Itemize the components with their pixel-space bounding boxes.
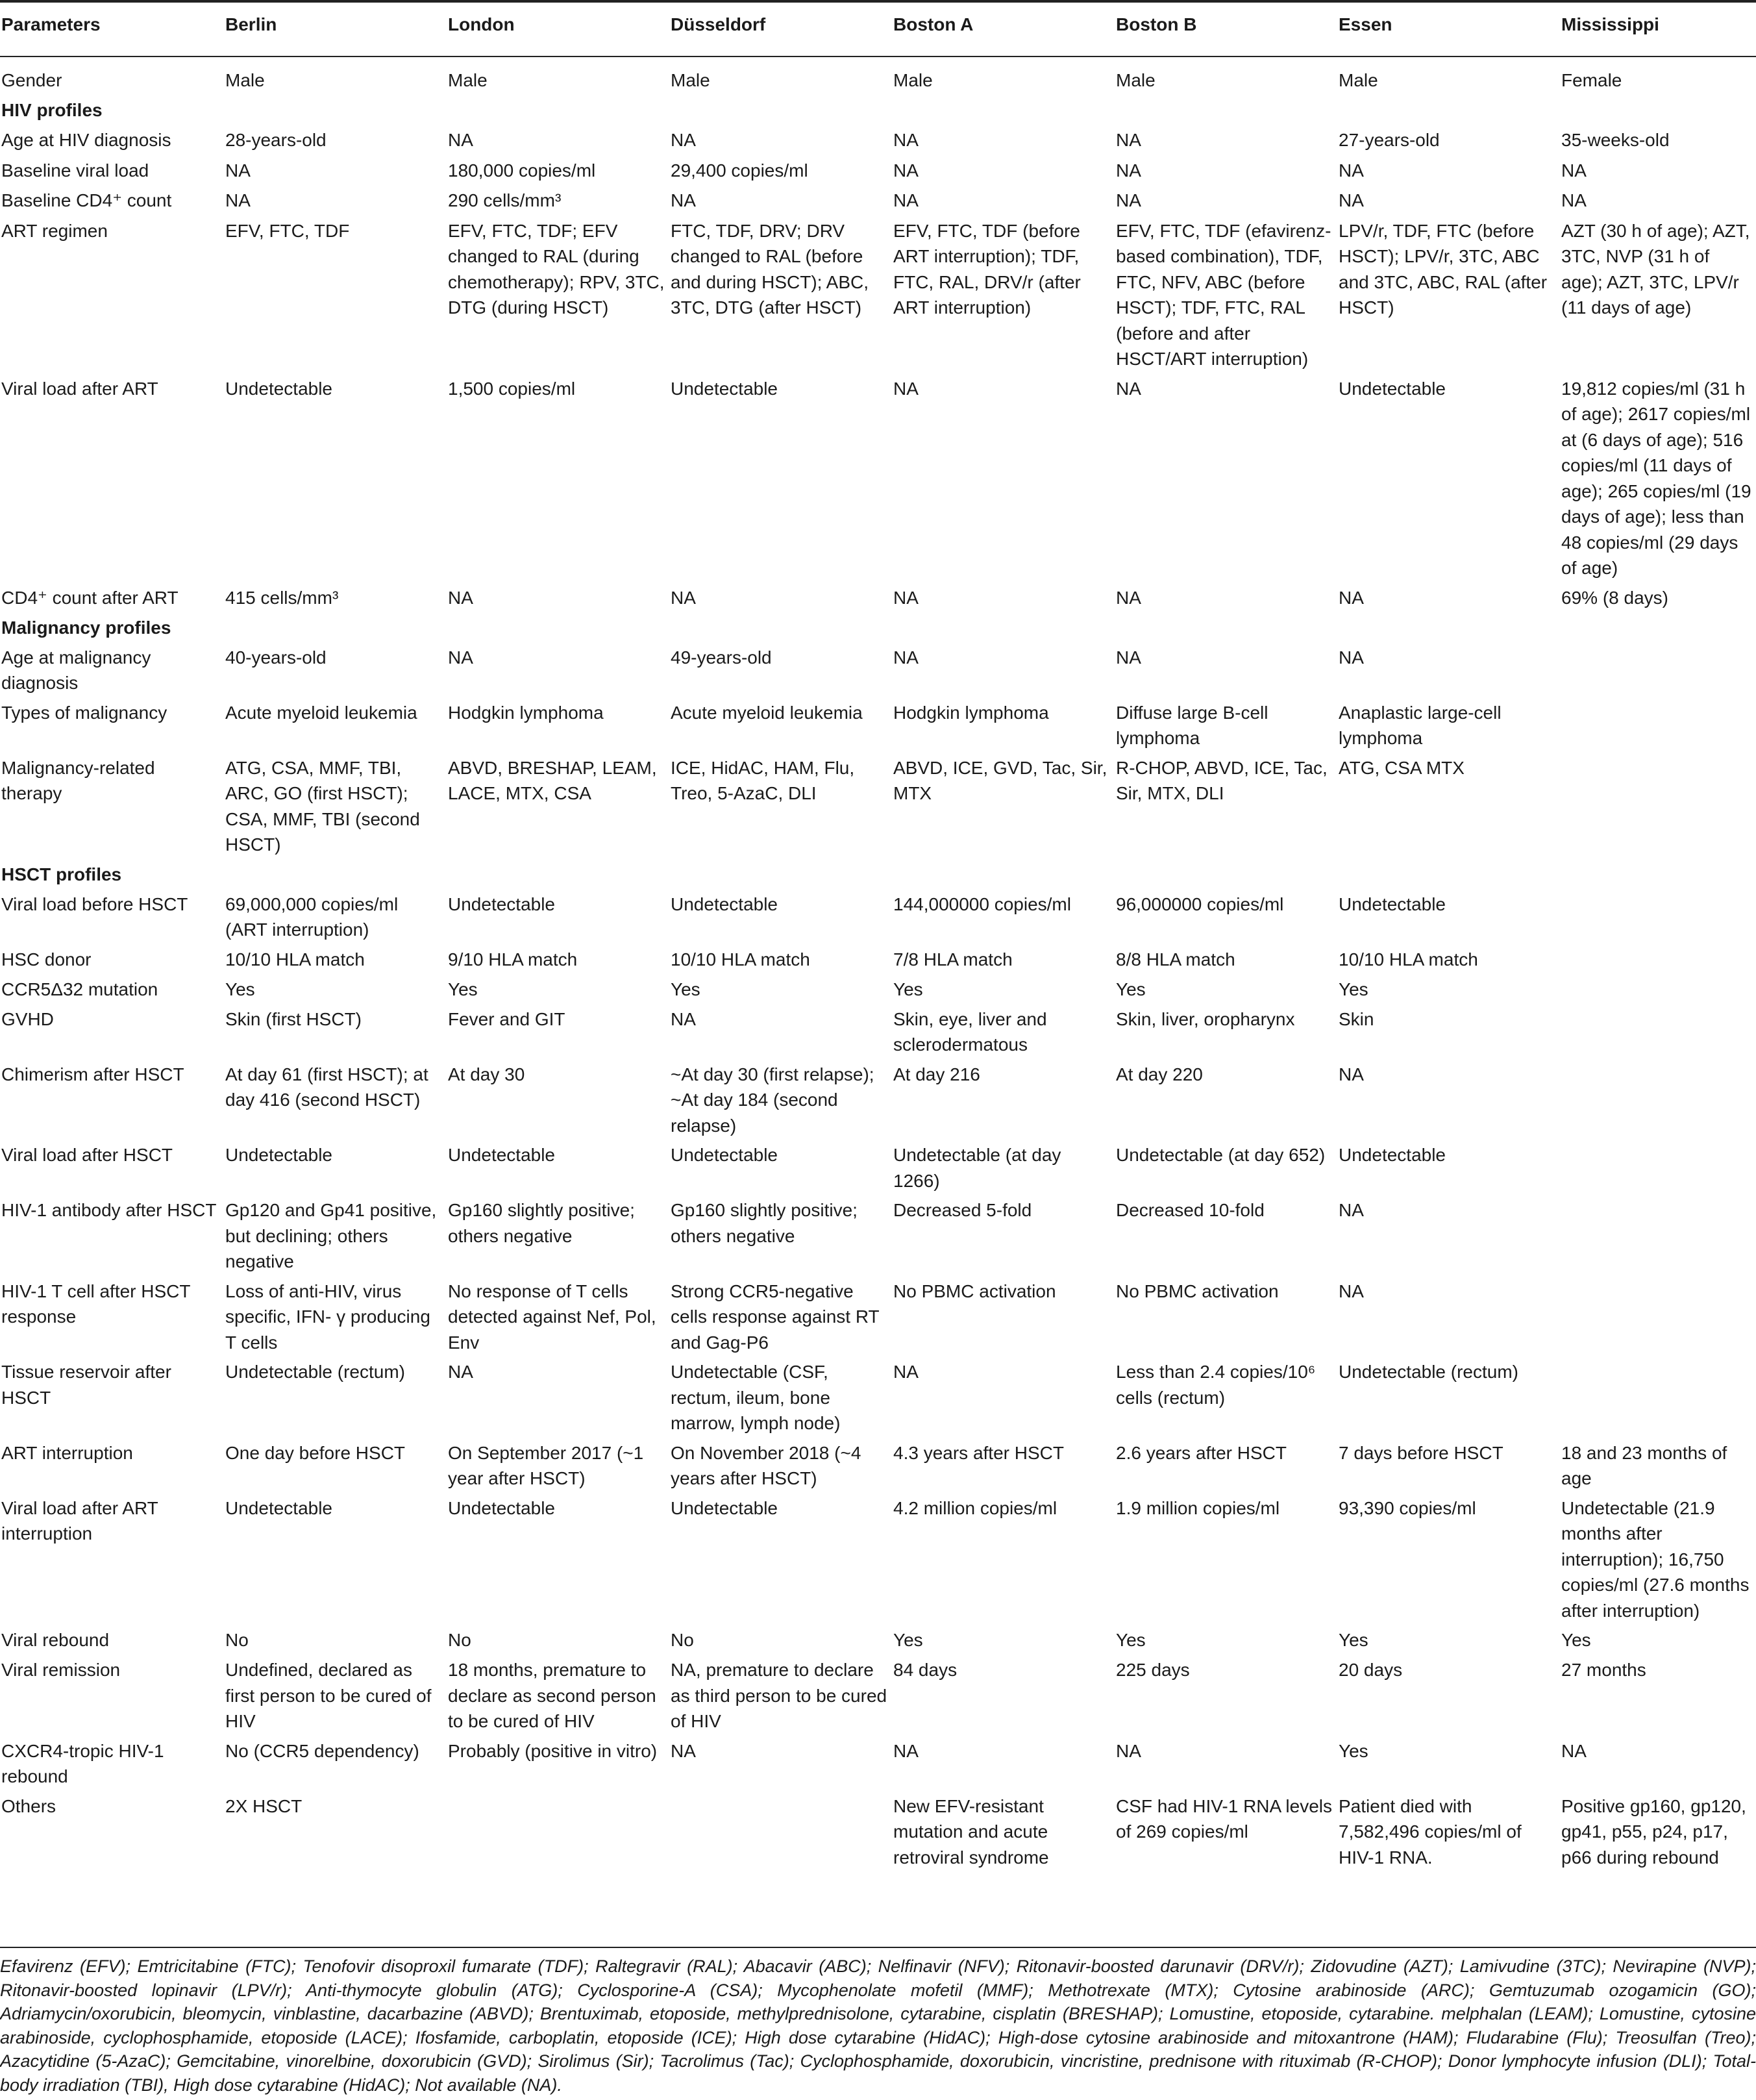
value-cell: Skin (first HSCT) (225, 1008, 362, 1029)
value-cell (1560, 1141, 1756, 1196)
value-cell: 2.6 years after HSCT (1116, 1442, 1287, 1463)
value-cell: Hodgkin lymphoma (893, 702, 1049, 723)
value-cell: Gp120 and Gp41 positive, but declining; others negative (225, 1200, 437, 1271)
value-cell: Male (671, 70, 710, 90)
value-cell: Yes (1561, 1630, 1591, 1650)
value-cell: 144,000000 copies/ml (893, 894, 1071, 914)
value-cell: NA (893, 378, 919, 399)
value-cell: Fever and GIT (448, 1008, 565, 1029)
value-cell: EFV, FTC, TDF; EFV changed to RAL (during chemotherapy); RPV, 3TC, DTG (during HSCT) (448, 220, 665, 318)
value-cell: NA (448, 587, 473, 608)
value-cell: NA (1339, 190, 1364, 210)
value-cell: NA (448, 1362, 473, 1382)
value-cell: NA (1116, 129, 1141, 150)
value-cell: Diffuse large B-cell lymphoma (1116, 702, 1268, 748)
value-cell: Undetectable (at day 1266) (893, 1145, 1061, 1191)
value-cell: Gp160 slightly positive; others negative (448, 1200, 635, 1246)
value-cell (1560, 945, 1756, 975)
value-cell: NA (671, 587, 696, 608)
table-row (0, 1626, 1756, 1656)
table-row (0, 1792, 1756, 1873)
header-london: London (447, 1, 669, 56)
value-cell: Undetectable (at day 652) (1116, 1145, 1326, 1165)
value-cell: 9/10 HLA match (448, 949, 578, 969)
value-cell: Undetectable (225, 1145, 333, 1165)
value-cell: NA (448, 129, 473, 150)
value-cell: NA (225, 190, 251, 210)
parameter-cell: ART regimen (1, 220, 108, 241)
value-cell: 7/8 HLA match (893, 949, 1013, 969)
table-row (0, 375, 1756, 584)
value-cell: NA (1116, 647, 1141, 668)
parameter-cell: Viral remission (1, 1660, 121, 1680)
value-cell (1560, 1196, 1756, 1277)
value-cell: Undetectable (1339, 894, 1446, 914)
table-row (0, 1656, 1756, 1737)
value-cell: NA (1561, 160, 1587, 181)
value-cell: 225 days (1116, 1660, 1190, 1680)
value-cell: At day 220 (1116, 1064, 1203, 1084)
value-cell: ICE, HidAC, HAM, Flu, Treo, 5-AzaC, DLI (671, 757, 855, 803)
value-cell: R-CHOP, ABVD, ICE, Tac, Sir, MTX, DLI (1116, 757, 1328, 803)
value-cell: At day 216 (893, 1064, 980, 1084)
value-cell: Female (1561, 70, 1622, 90)
value-cell: NA, premature to declare as third person to be cured of HIV (671, 1660, 887, 1731)
value-cell (1560, 890, 1756, 945)
value-cell: 1,500 copies/ml (448, 378, 576, 399)
table-row (0, 1060, 1756, 1142)
table-row (0, 975, 1756, 1005)
section-row (0, 614, 1756, 644)
table-row (0, 1005, 1756, 1060)
value-cell: NA (1561, 190, 1587, 210)
value-cell: NA (448, 647, 473, 668)
value-cell: No response of T cells detected against Nef, Pol, Env (448, 1281, 656, 1353)
value-cell: 84 days (893, 1660, 958, 1680)
table-row (0, 126, 1756, 156)
parameter-cell: Baseline viral load (1, 160, 149, 181)
value-cell (1560, 754, 1756, 860)
header-dusseldorf: Düsseldorf (669, 1, 892, 56)
value-cell: Patient died with 7,582,496 copies/ml of HIV-1 RNA. (1339, 1795, 1522, 1868)
value-cell: No (225, 1630, 249, 1650)
value-cell: NA (1339, 1200, 1364, 1220)
value-cell: NA (1116, 160, 1141, 181)
value-cell: 2X HSCT (225, 1795, 303, 1816)
value-cell: Acute myeloid leukemia (225, 702, 417, 723)
value-cell: No (671, 1630, 694, 1650)
section-heading: HIV profiles (1, 99, 103, 120)
value-cell: NA (1339, 1281, 1364, 1301)
value-cell: Male (893, 70, 933, 90)
value-cell: Undetectable (rectum) (225, 1362, 406, 1382)
value-cell: Yes (1339, 1740, 1368, 1761)
value-cell: Hodgkin lymphoma (448, 702, 604, 723)
value-cell: Yes (1116, 979, 1146, 999)
header-boston-b: Boston B (1115, 1, 1337, 56)
value-cell: Undetectable (448, 1145, 556, 1165)
value-cell: No (CCR5 dependency) (225, 1740, 419, 1761)
value-cell: Undetectable (21.9 months after interruption); 16,750 copies/ml (27.6 months after interruption) (1561, 1497, 1750, 1621)
value-cell: ATG, CSA, MMF, TBI, ARC, GO (first HSCT); CSA, MMF, TBI (second HSCT) (225, 757, 420, 855)
table-row (0, 1358, 1756, 1439)
value-cell (1560, 1358, 1756, 1439)
value-cell: NA (1116, 190, 1141, 210)
value-cell: 18 months, premature to declare as second person to be cured of HIV (448, 1660, 656, 1731)
table-row (0, 1196, 1756, 1277)
value-cell: Skin (1339, 1008, 1374, 1029)
value-cell: NA (671, 1740, 696, 1761)
value-cell (447, 1792, 669, 1873)
value-cell: Acute myeloid leukemia (671, 702, 863, 723)
value-cell: Undetectable (rectum) (1339, 1362, 1519, 1382)
value-cell: NA (893, 129, 919, 150)
table-row (0, 584, 1756, 614)
value-cell: Strong CCR5-negative cells response against RT and Gag-P6 (671, 1281, 880, 1353)
value-cell: Male (448, 70, 488, 90)
value-cell: NA (893, 190, 919, 210)
section-row (0, 860, 1756, 890)
parameter-cell: Malignancy-related therapy (1, 757, 155, 803)
value-cell: NA (1116, 378, 1141, 399)
value-cell: No PBMC activation (1116, 1281, 1279, 1301)
parameter-cell: Baseline CD4⁺ count (1, 190, 172, 210)
value-cell: On November 2018 (~4 years after HSCT) (671, 1442, 861, 1488)
value-cell: Yes (1339, 1630, 1368, 1650)
value-cell: 69% (8 days) (1561, 587, 1668, 608)
value-cell: Undetectable (1339, 378, 1446, 399)
parameter-cell: CXCR4-tropic HIV-1 rebound (1, 1740, 164, 1786)
value-cell: 18 and 23 months of age (1561, 1442, 1727, 1488)
value-cell: Yes (893, 979, 923, 999)
value-cell: ABVD, BRESHAP, LEAM, LACE, MTX, CSA (448, 757, 657, 803)
value-cell (1560, 644, 1756, 699)
table-row (0, 890, 1756, 945)
value-cell: Undetectable (CSF, rectum, ileum, bone marrow, lymph node) (671, 1362, 841, 1433)
value-cell: 20 days (1339, 1660, 1403, 1680)
value-cell: Gp160 slightly positive; others negative (671, 1200, 858, 1246)
value-cell: Decreased 5-fold (893, 1200, 1032, 1220)
value-cell: Probably (positive in vitro) (448, 1740, 658, 1761)
value-cell: AZT (30 h of age); AZT, 3TC, NVP (31 h of age); AZT, 3TC, LPV/r (11 days of age) (1561, 220, 1750, 318)
value-cell: 290 cells/mm³ (448, 190, 562, 210)
value-cell: Yes (448, 979, 478, 999)
value-cell: Undetectable (1339, 1145, 1446, 1165)
value-cell: 69,000,000 copies/ml (ART interruption) (225, 894, 399, 940)
value-cell: NA (893, 160, 919, 181)
parameter-cell: Viral load after HSCT (1, 1145, 173, 1165)
value-cell: Loss of anti-HIV, virus specific, IFN- γ producing T cells (225, 1281, 430, 1353)
value-cell: No (448, 1630, 471, 1650)
section-heading: HSCT profiles (1, 864, 122, 884)
header-row (0, 1, 1756, 56)
value-cell (1560, 1277, 1756, 1358)
table-row (0, 156, 1756, 186)
value-cell: NA (893, 1362, 919, 1382)
parameter-cell: CD4⁺ count after ART (1, 587, 179, 608)
header-boston-a: Boston A (892, 1, 1115, 56)
value-cell: Yes (671, 979, 700, 999)
header-essen: Essen (1337, 1, 1560, 56)
table-row (0, 754, 1756, 860)
parameter-cell: HIV-1 T cell after HSCT response (1, 1281, 190, 1327)
value-cell: NA (1116, 587, 1141, 608)
value-cell: 49-years-old (671, 647, 772, 668)
table-row (0, 1141, 1756, 1196)
table-row (0, 56, 1756, 96)
value-cell: 1.9 million copies/ml (1116, 1497, 1280, 1518)
value-cell: NA (225, 160, 251, 181)
value-cell: Yes (1116, 1630, 1146, 1650)
value-cell: NA (671, 1008, 696, 1029)
table-body (0, 56, 1756, 1873)
value-cell: EFV, FTC, TDF (efavirenz-based combination), TDF, FTC, NFV, ABC (before HSCT); TDF, FTC, RAL (before and after HSCT/ART interruption) (1116, 220, 1331, 369)
value-cell (669, 1792, 892, 1873)
value-cell: 10/10 HLA match (225, 949, 365, 969)
value-cell: Undefined, declared as first person to be cured of HIV (225, 1660, 432, 1731)
value-cell (1560, 975, 1756, 1005)
value-cell: NA (1116, 1740, 1141, 1761)
value-cell: Undetectable (671, 378, 778, 399)
table-row (0, 1737, 1756, 1792)
parameter-cell: CCR5Δ32 mutation (1, 979, 158, 999)
value-cell: Male (225, 70, 265, 90)
value-cell: Skin, liver, oropharynx (1116, 1008, 1295, 1029)
value-cell: Skin, eye, liver and sclerodermatous (893, 1008, 1047, 1055)
value-cell: NA (1339, 160, 1364, 181)
section-row (0, 96, 1756, 126)
value-cell: 19,812 copies/ml (31 h of age); 2617 copies/ml at (6 days of age); 516 copies/ml (11 days of age); 265 copies/ml (19 days of age); less than 48 copies/ml (29 days of age) (1561, 378, 1751, 578)
value-cell: One day before HSCT (225, 1442, 406, 1463)
parameter-cell: ART interruption (1, 1442, 133, 1463)
value-cell: No PBMC activation (893, 1281, 1056, 1301)
value-cell: 10/10 HLA match (1339, 949, 1478, 969)
parameter-cell: HIV-1 antibody after HSCT (1, 1200, 217, 1220)
value-cell: 40-years-old (225, 647, 327, 668)
value-cell: 93,390 copies/ml (1339, 1497, 1476, 1518)
value-cell: Decreased 10-fold (1116, 1200, 1265, 1220)
value-cell: 415 cells/mm³ (225, 587, 339, 608)
value-cell: 4.2 million copies/ml (893, 1497, 1057, 1518)
value-cell: LPV/r, TDF, FTC (before HSCT); LPV/r, 3TC, ABC and 3TC, ABC, RAL (after HSCT) (1339, 220, 1548, 318)
parameter-cell: Viral load after ART (1, 378, 158, 399)
header-parameters: Parameters (0, 1, 224, 56)
value-cell: ABVD, ICE, GVD, Tac, Sir, MTX (893, 757, 1107, 803)
value-cell (1560, 1005, 1756, 1060)
table-row (0, 699, 1756, 754)
value-cell: NA (893, 1740, 919, 1761)
table-row (0, 945, 1756, 975)
value-cell: 27 months (1561, 1660, 1646, 1680)
value-cell: EFV, FTC, TDF (before ART interruption); TDF, FTC, RAL, DRV/r (after ART interruption) (893, 220, 1081, 318)
parameter-cell: Types of malignancy (1, 702, 167, 723)
parameter-cell: GVHD (1, 1008, 54, 1029)
value-cell: ATG, CSA MTX (1339, 757, 1465, 778)
table-row (0, 186, 1756, 217)
value-cell: New EFV-resistant mutation and acute retroviral syndrome (893, 1795, 1049, 1868)
value-cell: EFV, FTC, TDF (225, 220, 350, 241)
value-cell: Undetectable (225, 1497, 333, 1518)
value-cell: 35-weeks-old (1561, 129, 1670, 150)
footnote-text: Efavirenz (EFV); Emtricitabine (FTC); Tenofovir disoproxil fumarate (TDF); Raltegravir (RAL); Abacavir (ABC); Nelfinavir (NFV); Ritonavir-boosted darunavir (DRV/r); Zidovudine (AZT); Lamivudine (3TC); Nevirapine (NVP); Ritonavir-boosted lopinavir (LPV/r); Anti-thymocyte globulin (ATG); Cyclosporine-A (CSA); Mycophenolate mofetil (MMF); Methotrexate (MTX); Cytosine arabinoside (ARC); Gemtuzumab ozogamicin (GO); Adriamycin/oxorubicin, bleomycin, vinblastine, dacarbazine (ABVD); Brentuximab, etoposide, methylprednisolone, cytarabine, cisplatin (BRESHAP); Lomustine, etoposide, cytarabine. melphalan (LEAM); Lomustine, cytosine arabinoside, cyclophosphamide, etoposide (LACE); Ifosfamide, carboplatin, etoposide (ICE); High dose cytarabine (HidAC); High-dose cytosine arabinoside and mitoxantrone (HAM); Fludarabine (Flu); Treosulfan (Treo); Azacytidine (5-AzaC); Gemcitabine, vinorelbine, doxorubicin (GVD); Sirolimus (Sir); Tacrolimus (Tac); Cyclophosphamide, doxorubicin, vincristine, prednisone with rituximab (R-CHOP); Donor lymphocyte infusion (DLI); Total-body irradiation (TBI), High dose cytarabine (HidAC); Not available (NA). (0, 1956, 1756, 2095)
table-row (0, 1439, 1756, 1494)
parameter-cell: Chimerism after HSCT (1, 1064, 184, 1084)
value-cell: Undetectable (671, 894, 778, 914)
value-cell: Undetectable (448, 894, 556, 914)
value-cell: NA (671, 190, 696, 210)
parameter-cell: Others (1, 1795, 56, 1816)
section-heading: Malignancy profiles (1, 617, 171, 638)
value-cell: Male (1116, 70, 1156, 90)
value-cell: NA (1561, 1740, 1587, 1761)
parameter-cell: Age at HIV diagnosis (1, 129, 171, 150)
value-cell (1560, 699, 1756, 754)
value-cell: Yes (225, 979, 255, 999)
value-cell: Undetectable (225, 378, 333, 399)
value-cell: NA (1339, 587, 1364, 608)
value-cell: FTC, TDF, DRV; DRV changed to RAL (before and during HSCT); ABC, 3TC, DTG (after HSCT) (671, 220, 869, 318)
value-cell: Less than 2.4 copies/10⁶ cells (rectum) (1116, 1362, 1316, 1408)
value-cell: Undetectable (448, 1497, 556, 1518)
value-cell: NA (671, 129, 696, 150)
parameter-cell: Viral load before HSCT (1, 894, 188, 914)
value-cell: NA (1339, 1064, 1364, 1084)
table-row (0, 1277, 1756, 1358)
value-cell: Yes (893, 1630, 923, 1650)
value-cell: NA (893, 587, 919, 608)
value-cell: Undetectable (671, 1497, 778, 1518)
value-cell: Male (1339, 70, 1378, 90)
value-cell: 8/8 HLA match (1116, 949, 1235, 969)
parameter-cell: Viral rebound (1, 1630, 110, 1650)
value-cell: At day 61 (first HSCT); at day 416 (second HSCT) (225, 1064, 428, 1110)
value-cell: 96,000000 copies/ml (1116, 894, 1284, 914)
header-berlin: Berlin (224, 1, 447, 56)
value-cell (1560, 1060, 1756, 1142)
value-cell: 4.3 years after HSCT (893, 1442, 1064, 1463)
table-row (0, 217, 1756, 375)
value-cell: NA (893, 647, 919, 668)
parameter-cell: HSC donor (1, 949, 92, 969)
parameter-cell: Age at malignancy diagnosis (1, 647, 151, 693)
footnote (0, 1947, 1756, 2097)
value-cell: 28-years-old (225, 129, 327, 150)
value-cell: Anaplastic large-cell lymphoma (1339, 702, 1502, 748)
parameter-cell: Gender (1, 70, 62, 90)
header-mississippi: Mississippi (1560, 1, 1756, 56)
value-cell: 10/10 HLA match (671, 949, 810, 969)
value-cell: NA (1339, 647, 1364, 668)
value-cell: 7 days before HSCT (1339, 1442, 1503, 1463)
table-row (0, 644, 1756, 699)
parameter-cell: Tissue reservoir after HSCT (1, 1362, 171, 1408)
value-cell: 27-years-old (1339, 129, 1440, 150)
value-cell: At day 30 (448, 1064, 525, 1084)
value-cell: Undetectable (671, 1145, 778, 1165)
value-cell: Positive gp160, gp120, gp41, p55, p24, p17, p66 during rebound (1561, 1795, 1746, 1868)
value-cell: CSF had HIV-1 RNA levels of 269 copies/ml (1116, 1795, 1333, 1842)
value-cell: Yes (1339, 979, 1368, 999)
value-cell: ~At day 30 (first relapse); ~At day 184 (second relapse) (671, 1064, 874, 1136)
parameter-cell: Viral load after ART interruption (1, 1497, 158, 1544)
value-cell: 29,400 copies/ml (671, 160, 808, 181)
value-cell: On September 2017 (~1 year after HSCT) (448, 1442, 644, 1488)
value-cell: 180,000 copies/ml (448, 160, 596, 181)
table-row (0, 1494, 1756, 1627)
